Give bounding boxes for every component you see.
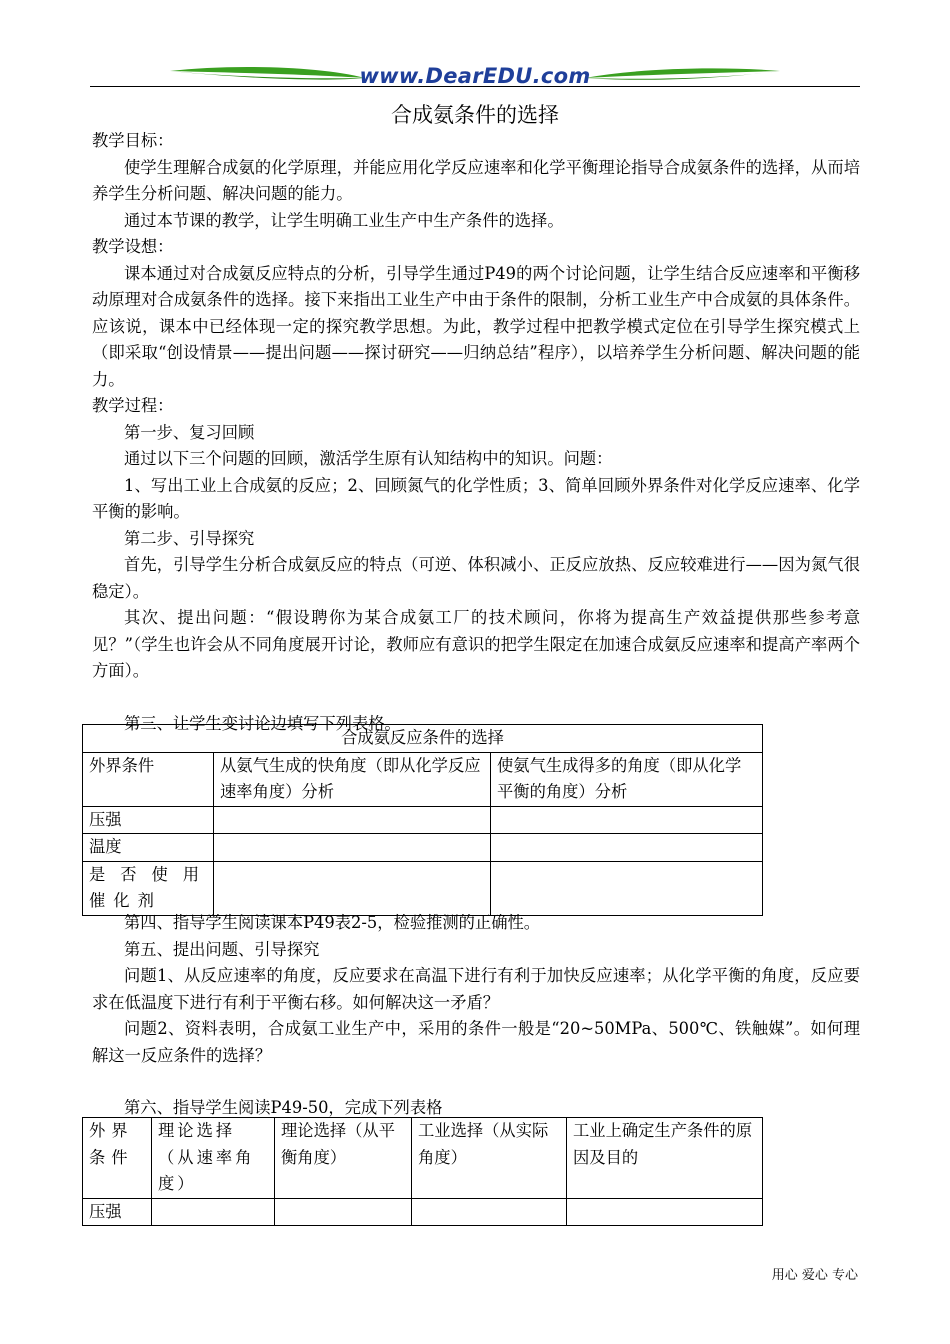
empty-cell [567,1198,763,1226]
table-cell: 压强 [83,1198,152,1226]
empty-cell [491,861,763,915]
step-heading: 第二步、引导探究 [124,528,255,548]
table-header-cell: 工业选择（从实际角度） [412,1118,567,1199]
table-cell: 是否使用催化剂 [83,861,214,915]
paragraph: 其次、提出问题：“假设聘你为某合成氨工厂的技术顾问，你将为提高生产效益提供那些参考意见？”（学生也许会从不同角度展开讨论，教师应有意识的把学生限定在加速合成氨反应速率和提高产率两个方面）。 [92,608,860,680]
paragraph: 问题2、资料表明，合成氨工业生产中，采用的条件一般是“20~50MPa、500℃、铁触媒”。如何理解这一反应条件的选择？ [92,1019,860,1065]
table-header-cell: 从氨气生成的快角度（即从化学反应速率角度）分析 [214,752,491,806]
table-header-cell: 外界条件 [83,752,214,806]
empty-cell [491,806,763,834]
conditions-table [82,724,763,916]
logo-text: www.DearEDU.com [359,64,591,88]
industrial-conditions-table [82,1117,763,1226]
paragraph: 通过以下三个问题的回顾，激活学生原有认知结构中的知识。问题： [124,449,613,468]
paragraph: 首先，引导学生分析合成氨反应的特点（可逆、体积减小、正反应放热、反应较难进行——因为氮气很稳定）。 [92,555,860,601]
table-row [83,806,763,834]
paragraph: 问题1、从反应速率的角度，反应要求在高温下进行有利于加快反应速率；从化学平衡的角度，反应要求在低温度下进行有利于平衡右移。如何解决这一矛盾？ [92,966,860,1012]
paragraph: 通过本节课的教学，让学生明确工业生产中生产条件的选择。 [124,210,564,230]
body-section-1 [92,128,860,737]
table-header-cell: 使氨气生成得多的角度（即从化学平衡的角度）分析 [491,752,763,806]
table-title: 合成氨反应条件的选择 [83,725,763,753]
empty-cell [214,861,491,915]
document-title: 合成氨条件的选择 [391,103,559,127]
table-header-row [83,752,763,806]
heading-design: 教学设想： [92,237,174,256]
site-logo [170,62,780,92]
empty-cell [412,1198,567,1226]
step-heading: 第四、指导学生阅读课本P49表2-5，检验推测的正确性。 [124,913,541,932]
table-row [83,1198,763,1226]
paragraph: 1、写出工业上合成氨的反应；2、回顾氮气的化学性质；3、简单回顾外界条件对化学反应速率、化学平衡的影响。 [92,475,860,521]
step-heading: 第一步、复习回顾 [124,422,255,442]
paragraph: 课本通过对合成氨反应特点的分析，引导学生通过P49的两个讨论问题，让学生结合反应速率和平衡移动原理对合成氨条件的选择。接下来指出工业生产中由于条件的限制，分析工业生产中合成氨的具体条件。应该说，课本中已经体现一定的探究教学思想。为此，教学过程中把教学模式定位在引导学生探究模式上（即采取“创设情景——提出问题——探讨研究——归纳总结”程序），以培养学生分析问题、解决问题的能力。 [92,263,860,389]
step-heading: 第六、指导学生阅读P49-50，完成下列表格 [124,1098,443,1117]
table-header-row [83,1118,763,1199]
heading-process: 教学过程： [92,396,174,415]
header-rule [90,86,860,87]
empty-cell [214,834,491,862]
empty-cell [491,834,763,862]
table-header-cell: 外界条件 [83,1118,152,1199]
table-row [83,834,763,862]
table-header-cell: 工业上确定生产条件的原因及目的 [567,1118,763,1199]
table-header-cell: 理论选择（从速率角度） [152,1118,275,1199]
heading-objectives: 教学目标： [92,131,174,150]
page-footer: 用心 爱心 专心 [771,1268,858,1283]
table-header-cell: 理论选择（从平衡角度） [275,1118,412,1199]
empty-cell [275,1198,412,1226]
empty-cell [214,806,491,834]
table-cell: 压强 [83,806,214,834]
table-cell: 温度 [83,834,214,862]
step-heading: 第三、让学生变讨论边填写下列表格。 [124,713,401,733]
table-row [83,861,763,915]
body-section-2 [92,910,860,1122]
step-heading: 第五、提出问题、引导探究 [124,939,320,959]
paragraph: 使学生理解合成氨的化学原理，并能应用化学反应速率和化学平衡理论指导合成氨条件的选择，从而培养学生分析问题、解决问题的能力。 [92,157,860,203]
empty-cell [152,1198,275,1226]
